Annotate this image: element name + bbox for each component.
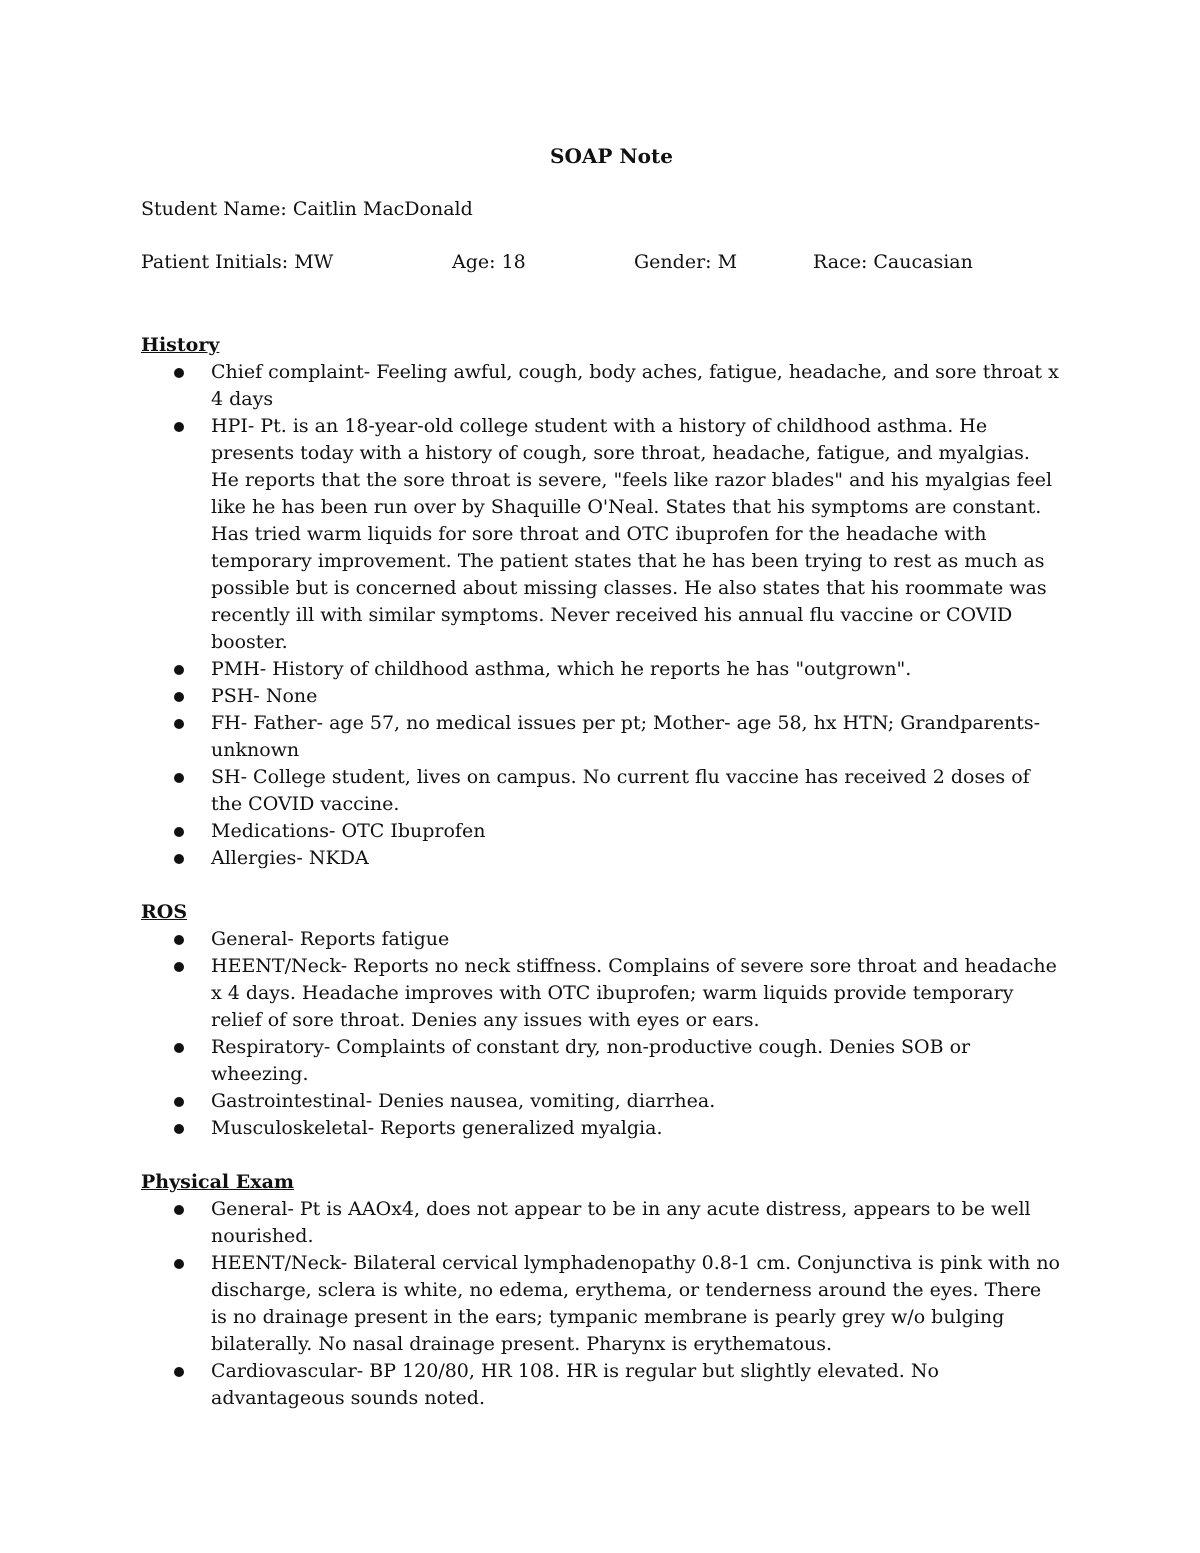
physical-exam-heading: Physical Exam — [141, 1171, 294, 1193]
list-item-text: Musculoskeletal- Reports generalized myalgia. — [211, 1117, 663, 1139]
bullet-icon — [174, 368, 184, 378]
bullet-icon — [174, 1124, 184, 1134]
ros-item-general — [141, 926, 1080, 953]
page-title: SOAP Note — [550, 144, 673, 168]
list-item-text: Allergies- NKDA — [211, 847, 369, 869]
patient-info-row — [141, 249, 1080, 276]
bullet-icon — [174, 935, 184, 945]
ros-list — [141, 926, 1080, 1142]
physical-exam-list — [141, 1196, 1080, 1412]
list-item-text: HEENT/Neck- Bilateral cervical lymphadenopathy 0.8-1 cm. Conjunctiva is pink with no discharge, sclera is white, no edema, erythema, or tenderness around the eyes. There is no drainage present in the ears; tympanic membrane is pearly grey w/o bulging bilaterally. No nasal drainage present. Pharynx is erythematous. — [211, 1252, 1060, 1355]
list-item-text: Cardiovascular- BP 120/80, HR 108. HR is regular but slightly elevated. No advantageous sounds noted. — [211, 1360, 939, 1409]
bullet-icon — [174, 1205, 184, 1215]
history-list — [141, 359, 1080, 872]
list-item-text: Gastrointestinal- Denies nausea, vomiting, diarrhea. — [211, 1090, 716, 1112]
ros-item-heent — [141, 953, 1080, 1034]
patient-initials: Patient Initials: MW — [141, 251, 334, 273]
list-item-text: HPI- Pt. is an 18-year-old college student with a history of childhood asthma. He presents today with a history of cough, sore throat, headache, fatigue, and myalgias. He reports that the sore throat is severe, "feels like razor blades" and his myalgias feel like he has been run over by Shaquille O'Neal. States that his symptoms are constant. Has tried warm liquids for sore throat and OTC ibuprofen for the headache with temporary improvement. The patient states that he has been trying to rest as much as possible but is concerned about missing classes. He also states that his roommate was recently ill with similar symptoms. Never received his annual flu vaccine or COVID booster. — [211, 415, 1053, 653]
bullet-icon — [174, 827, 184, 837]
bullet-icon — [174, 719, 184, 729]
list-item-text: Respiratory- Complaints of constant dry, non-productive cough. Denies SOB or wheezing. — [211, 1036, 971, 1085]
history-item-pmh — [141, 656, 1080, 683]
history-item-chief-complaint — [141, 359, 1080, 413]
bullet-icon — [174, 1367, 184, 1377]
list-item-text: PMH- History of childhood asthma, which he reports he has "outgrown". — [211, 658, 912, 680]
history-item-fh — [141, 710, 1080, 764]
ros-item-gastrointestinal — [141, 1088, 1080, 1115]
history-item-sh — [141, 764, 1080, 818]
bullet-icon — [174, 962, 184, 972]
patient-gender: Gender: M — [634, 251, 738, 273]
bullet-icon — [174, 1259, 184, 1269]
ros-item-respiratory — [141, 1034, 1080, 1088]
patient-age: Age: 18 — [452, 251, 526, 273]
bullet-icon — [174, 422, 184, 432]
patient-race: Race: Caucasian — [813, 251, 973, 273]
history-item-allergies — [141, 845, 1080, 872]
history-item-hpi — [141, 413, 1080, 656]
bullet-icon — [174, 665, 184, 675]
list-item-text: Medications- OTC Ibuprofen — [211, 820, 486, 842]
list-item-text: Chief complaint- Feeling awful, cough, body aches, fatigue, headache, and sore throat x 4 days — [211, 361, 1059, 410]
bullet-icon — [174, 1043, 184, 1053]
pe-item-heent — [141, 1250, 1080, 1358]
list-item-text: HEENT/Neck- Reports no neck stiffness. Complains of severe sore throat and headache x 4 days. Headache improves with OTC ibuprofen; warm liquids provide temporary relief of sore throat. Denies any issues with eyes or ears. — [211, 955, 1057, 1031]
pe-item-cardiovascular — [141, 1358, 1080, 1412]
bullet-icon — [174, 854, 184, 864]
ros-heading: ROS — [141, 901, 188, 923]
list-item-text: FH- Father- age 57, no medical issues per pt; Mother- age 58, hx HTN; Grandparents- unknown — [211, 712, 1041, 761]
bullet-icon — [174, 1097, 184, 1107]
list-item-text: General- Reports fatigue — [211, 928, 450, 950]
bullet-icon — [174, 773, 184, 783]
bullet-icon — [174, 692, 184, 702]
pe-item-general — [141, 1196, 1080, 1250]
list-item-text: SH- College student, lives on campus. No current flu vaccine has received 2 doses of the COVID vaccine. — [211, 766, 1030, 815]
list-item-text: PSH- None — [211, 685, 318, 707]
student-name-line: Student Name: Caitlin MacDonald — [141, 198, 473, 220]
history-item-medications — [141, 818, 1080, 845]
ros-item-musculoskeletal — [141, 1115, 1080, 1142]
history-item-psh — [141, 683, 1080, 710]
history-heading: History — [141, 334, 220, 356]
list-item-text: General- Pt is AAOx4, does not appear to be in any acute distress, appears to be well nourished. — [211, 1198, 1031, 1247]
